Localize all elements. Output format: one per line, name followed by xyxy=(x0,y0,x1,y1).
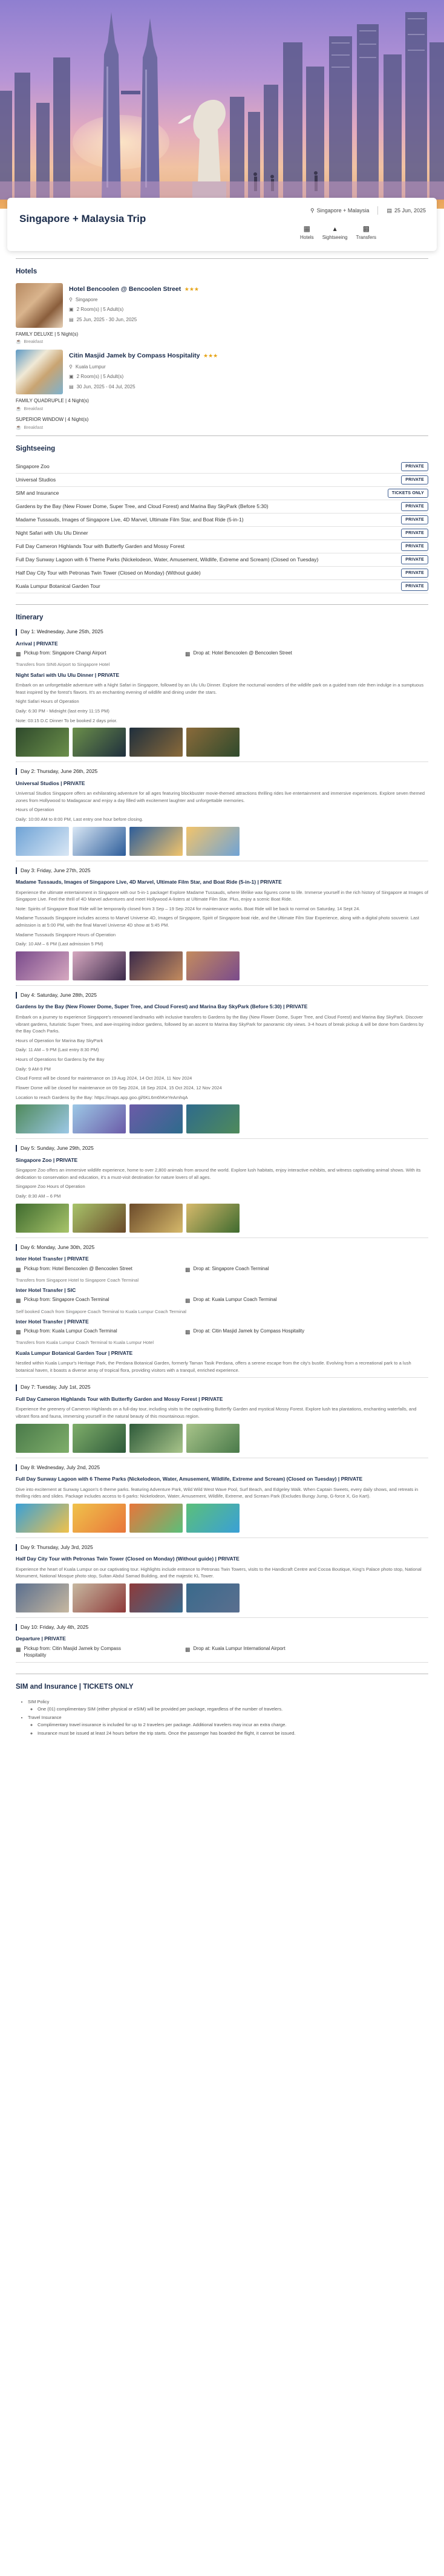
sightseeing-name: Kuala Lumpur Botanical Garden Tour xyxy=(16,582,100,589)
hotel-icon: ▦ xyxy=(303,224,311,233)
activity-entry xyxy=(16,672,428,757)
activity-photo[interactable] xyxy=(129,1104,183,1133)
date-meta xyxy=(387,207,426,214)
entry-title: Inter Hotel Transfer | PRIVATE xyxy=(16,1256,89,1262)
hotel-rooms: 2 Room(s) | 5 Adult(s) xyxy=(76,307,124,313)
day-header xyxy=(16,1544,428,1551)
activity-photo[interactable] xyxy=(129,728,183,757)
photo-gallery xyxy=(16,1583,428,1612)
section-divider xyxy=(16,604,428,605)
status-badge: PRIVATE xyxy=(401,542,428,551)
activity-description: Madame Tussauds Singapore includes access to Marvel Universe 4D, Images of Singapore, Spirit of Singapore boat ride, and the Ultimate Film Star Experience, along with a digital photo souvenir. Last admission is at 5:00 PM, with the final Marvel Universe 4D show at 5:45 PM. xyxy=(16,915,420,928)
activity-description: Hours of Operation for Marina Bay SkyPark xyxy=(16,1037,103,1043)
sightseeing-name: Gardens by the Bay (New Flower Dome, Super Tree, and Cloud Forest) and Marina Bay SkyPark (Before 5:30) xyxy=(16,503,269,509)
activity-photo[interactable] xyxy=(129,827,183,856)
photo-gallery xyxy=(16,1504,428,1533)
room-type: FAMILY QUADRUPLE | 4 Night(s) xyxy=(16,398,89,404)
activity-photo[interactable] xyxy=(129,1504,183,1533)
day-marker xyxy=(16,1464,17,1471)
meal-plan-label: Breakfast xyxy=(24,406,44,412)
activity-photo[interactable] xyxy=(186,827,240,856)
activity-description: Dive into excitement at Sunway Lagoon's 6 theme parks. featuring Adventure Park, Wild Wild West Wave Pool, Surf Beach, and Edgeley Walk. When Captain Sweets, every daily shows, and retreats in thrilling rides and slides. Package includes access to 6 parks: Nickelodeon, Water, Amusement, Wildlife, Extreme, and Scream Park (Excludes Bungy Jump, G-force X, Go Kart). xyxy=(16,1486,419,1499)
sim-section xyxy=(16,1683,428,1737)
activity-photo[interactable] xyxy=(73,1204,126,1233)
activity-description: Daily: 10:00 AM to 8:00 PM, Last entry one hour before closing. xyxy=(16,817,143,823)
location-pin-icon: ⚲ xyxy=(310,207,315,214)
activity-photo[interactable] xyxy=(129,1204,183,1233)
car-icon: ▩ xyxy=(16,1266,21,1273)
entry-title: Arrival | PRIVATE xyxy=(16,640,58,647)
day-marker xyxy=(16,629,17,636)
transfer-note: Self booked Coach from Singapore Coach Terminal to Kuala Lumpur Coach Terminal xyxy=(16,1308,186,1314)
day-label: Day 5: Sunday, June 29th, 2025 xyxy=(21,1145,94,1152)
car-icon: ▩ xyxy=(185,1266,191,1273)
calendar-icon: ▤ xyxy=(387,207,392,214)
activity-description: Daily: 9 AM-9 PM xyxy=(16,1066,51,1072)
sightseeing-item[interactable] xyxy=(16,553,428,567)
photo-gallery xyxy=(16,728,428,757)
activity-description: Hours of Operations for Gardens by the Bay xyxy=(16,1057,105,1063)
meal-icon: ☕ xyxy=(16,339,22,345)
drop-label: Drop at: Kuala Lumpur Coach Terminal xyxy=(193,1297,277,1303)
activity-entry xyxy=(16,1556,428,1612)
activity-photo[interactable] xyxy=(186,1204,240,1233)
activity-photo[interactable] xyxy=(186,1104,240,1133)
activity-photo[interactable] xyxy=(186,1583,240,1612)
hotel-city: Singapore xyxy=(75,296,98,302)
activity-photo[interactable] xyxy=(73,827,126,856)
hotel-city-line xyxy=(69,364,218,371)
entry-title: Inter Hotel Transfer | PRIVATE xyxy=(16,1318,89,1325)
activity-description: Singapore Zoo Hours of Operation xyxy=(16,1184,85,1190)
car-icon: ▩ xyxy=(185,1297,191,1304)
photo-gallery xyxy=(16,1424,428,1453)
activity-photo[interactable] xyxy=(16,1204,69,1233)
sightseeing-item[interactable] xyxy=(16,567,428,580)
transfer-entry xyxy=(16,1287,428,1315)
hotel-stars: ★★★ xyxy=(203,353,218,359)
day-label: Day 2: Thursday, June 26th, 2025 xyxy=(21,768,98,775)
activity-description: Night Safari Hours of Operation xyxy=(16,699,79,705)
status-badge: PRIVATE xyxy=(401,475,428,484)
activity-photo[interactable] xyxy=(16,1104,69,1133)
trip-title: Singapore + Malaysia Trip xyxy=(19,213,146,224)
sim-policy-label: SIM Policy xyxy=(28,1698,50,1704)
day-header xyxy=(16,628,428,635)
sim-policy-list xyxy=(28,1698,428,1737)
trip-inclusions xyxy=(300,224,376,241)
insurance-detail: ◦ Insurance must be issued at least 24 hours before the trip starts. Once the passenger has boarded the flight, it cannot be issued. xyxy=(38,1730,428,1737)
sightseeing-name: Singapore Zoo xyxy=(16,463,50,469)
pickup-label: Pickup from: Hotel Bencoolen @ Bencoolen Street xyxy=(24,1265,132,1271)
car-icon: ▩ xyxy=(185,1329,191,1335)
day-divider xyxy=(16,1537,428,1538)
activity-photo[interactable] xyxy=(16,951,69,980)
activity-photo[interactable] xyxy=(186,1504,240,1533)
sightseeing-item[interactable] xyxy=(16,527,428,540)
transfer-route xyxy=(16,1266,428,1273)
activity-description: Nestled within Kuala Lumpur's Heritage Park, the Perdana Botanical Garden, formerly Taman Tasik Perdana, offers a serene escape from the city's bustle. Evolving from a recreational park to a lush botanical haven, it boasts a diverse array of tropical flora, providing visitors with a tranquil, enriched experience. xyxy=(16,1360,411,1373)
hotel-card xyxy=(16,350,428,394)
meta-divider xyxy=(377,206,378,215)
day-divider xyxy=(16,1617,428,1618)
sightseeing-item[interactable] xyxy=(16,540,428,553)
hotel-name[interactable]: Citin Masjid Jamek by Compass Hospitality xyxy=(69,352,200,360)
activity-photo[interactable] xyxy=(129,951,183,980)
calendar-icon: ▤ xyxy=(69,317,74,323)
activity-description: Daily: 8:30 AM – 6 PM xyxy=(16,1193,61,1199)
status-badge: PRIVATE xyxy=(401,569,428,578)
transfer-route xyxy=(16,650,428,657)
transfer-route xyxy=(16,1297,428,1304)
sightseeing-name: Night Safari with Ulu Ulu Dinner xyxy=(16,529,88,536)
transfer-entry xyxy=(16,1319,428,1346)
day-marker xyxy=(16,992,17,999)
bed-icon: ▣ xyxy=(69,374,74,380)
activity-photo[interactable] xyxy=(73,728,126,757)
transfer-note: Transfers from Kuala Lumpur Coach Terminal to Kuala Lumpur Hotel xyxy=(16,1340,154,1346)
pickup-point xyxy=(16,1297,137,1304)
entry-title: Madame Tussauds, Images of Singapore Live, 4D Marvel, Ultimate Film Star, and Boat Ride (5-in-1) | PRIVATE xyxy=(16,879,282,885)
drop-point xyxy=(185,1328,306,1335)
day-marker xyxy=(16,1244,17,1251)
insurance-detail: ◦ Complimentary travel insurance is included for up to 2 travelers per package. Additional travelers may incur an extra charge. xyxy=(38,1721,428,1729)
sightseeing-heading: Sightseeing xyxy=(16,445,56,453)
transfer-route xyxy=(16,1646,428,1659)
activity-photo[interactable] xyxy=(186,951,240,980)
entry-title: Night Safari with Ulu Ulu Dinner | PRIVATE xyxy=(16,671,120,678)
sightseeing-inclusion xyxy=(322,224,348,241)
sightseeing-item[interactable] xyxy=(16,500,428,514)
activity-description: Embark on a journey to experience Singapore's renowned landmarks with inclusive transfers to Gardens by the Bay (New Flower Dome, Super Tree, and Cloud Forest) and Marina Bay SkyPark. Discover vibrant gardens, futuristic Super Trees, and awe-inspiring indoor gardens, followed by an ascent to Marina Bay SkyPark for panoramic city views. 3-4 hours of break pickup & will be done from Gardens by the Bay Coach Parks. xyxy=(16,1014,424,1034)
pickup-point xyxy=(16,1266,137,1273)
hotels-heading: Hotels xyxy=(16,268,38,275)
sightseeing-item[interactable] xyxy=(16,514,428,527)
status-badge: PRIVATE xyxy=(401,462,428,471)
day-label: Day 1: Wednesday, June 25th, 2025 xyxy=(21,628,103,635)
day-label: Day 3: Friday, June 27th, 2025 xyxy=(21,867,91,873)
location-pin-icon: ⚲ xyxy=(69,364,73,370)
sim-policy-detail: ◦ One (01) complimentary SIM (either physical or eSIM) will be provided per package, regardless of the number of travelers. xyxy=(38,1706,428,1713)
entry-title: Singapore Zoo | PRIVATE xyxy=(16,1156,78,1163)
activity-description: Experience the greenery of Cameron Highlands on a full-day tour, including visits to the captivating Butterfly Garden and mystical Mossy Forest. Explore lush tea plantations, enchanting waterfalls, and vibrant flora and fauna, immersing yourself in the natural beauty of this mountainous region. xyxy=(16,1406,417,1419)
activity-photo[interactable] xyxy=(16,728,69,757)
entry-title: Universal Studios | PRIVATE xyxy=(16,780,85,786)
sightseeing-section xyxy=(16,445,428,593)
day-marker xyxy=(16,867,17,874)
section-divider xyxy=(16,258,428,259)
day-label: Day 4: Saturday, June 28th, 2025 xyxy=(21,991,97,998)
hotels-section xyxy=(16,267,428,431)
pickup-label: Pickup from: Citin Masjid Jamek by Compass Hospitality xyxy=(24,1645,122,1658)
activity-description: Hours of Operation xyxy=(16,807,54,813)
transfer-note: Transfers from SIN6 Airport to Singapore Hotel xyxy=(16,662,110,668)
itinerary-heading: Itinerary xyxy=(16,613,44,621)
activity-entry xyxy=(16,780,428,856)
transfers-inclusion-label: Transfers xyxy=(356,235,376,240)
drop-point xyxy=(185,1266,306,1273)
activity-photo[interactable] xyxy=(73,1504,126,1533)
hotel-city-line xyxy=(69,297,199,304)
hotel-dates-line xyxy=(69,384,218,391)
activity-photo[interactable] xyxy=(129,1583,183,1612)
car-icon: ▩ xyxy=(16,1646,21,1652)
pickup-point xyxy=(16,650,137,657)
meal-plan xyxy=(16,406,428,412)
day-divider xyxy=(16,985,428,986)
itinerary-section xyxy=(16,613,428,1663)
hotel-dates: 30 Jun, 2025 - 04 Jul, 2025 xyxy=(76,384,135,390)
activity-photo[interactable] xyxy=(73,1104,126,1133)
activity-photo[interactable] xyxy=(73,951,126,980)
entry-title: Full Day Cameron Highlands Tour with Butterfly Garden and Mossy Forest | PRIVATE xyxy=(16,1395,223,1402)
drop-label: Drop at: Kuala Lumpur International Airport xyxy=(193,1645,286,1651)
day-header xyxy=(16,1464,428,1471)
day-header xyxy=(16,1384,428,1391)
photo-gallery xyxy=(16,951,428,980)
activity-description: Flower Dome will be closed for maintenance on 09 Sep 2024, 18 Sep 2024, 15 Oct 2024, 12 Nov 2024 xyxy=(16,1084,222,1091)
day-header xyxy=(16,1244,428,1251)
status-badge: PRIVATE xyxy=(401,515,428,524)
status-badge: PRIVATE xyxy=(401,555,428,564)
entry-title: Inter Hotel Transfer | SIC xyxy=(16,1286,76,1293)
hotel-rooms: 2 Room(s) | 5 Adult(s) xyxy=(76,374,124,380)
sightseeing-icon: ▴ xyxy=(333,224,337,233)
insurance-label: Travel Insurance xyxy=(28,1714,62,1720)
day-label: Day 9: Thursday, July 3rd, 2025 xyxy=(21,1544,93,1550)
photo-gallery xyxy=(16,1104,428,1133)
transfer-entry xyxy=(16,1256,428,1283)
hotel-name[interactable]: Hotel Bencoolen @ Bencoolen Street xyxy=(69,285,181,293)
activity-photo[interactable] xyxy=(73,1583,126,1612)
entry-title: Half Day City Tour with Petronas Twin Tower (Closed on Monday) (Without guide) | PRIVATE xyxy=(16,1556,240,1562)
drop-point xyxy=(185,650,306,657)
activity-photo[interactable] xyxy=(16,1424,69,1453)
transfers-inclusion xyxy=(356,224,377,241)
activity-photo[interactable] xyxy=(16,827,69,856)
day-label: Day 7: Tuesday, July 1st, 2025 xyxy=(21,1384,91,1391)
day-label: Day 8: Wednesday, July 2nd, 2025 xyxy=(21,1464,100,1470)
sightseeing-item[interactable] xyxy=(16,474,428,487)
meal-plan-label: Breakfast xyxy=(24,425,44,431)
entry-title: Gardens by the Bay (New Flower Dome, Super Tree, and Cloud Forest) and Marina Bay SkyPark (Before 5:30) | PRIVATE xyxy=(16,1003,308,1010)
itinerary-days xyxy=(16,628,428,1663)
entry-title: Departure | PRIVATE xyxy=(16,1635,66,1642)
meal-plan-label: Breakfast xyxy=(24,339,44,345)
day-divider xyxy=(16,761,428,762)
hotel-card xyxy=(16,283,428,328)
destination-meta xyxy=(310,207,369,214)
meal-icon: ☕ xyxy=(16,425,22,431)
activity-photo[interactable] xyxy=(73,1424,126,1453)
sightseeing-name: SIM and Insurance xyxy=(16,489,59,496)
sightseeing-item[interactable] xyxy=(16,460,428,474)
sightseeing-name: Full Day Cameron Highlands Tour with Butterfly Garden and Mossy Forest xyxy=(16,543,185,549)
hotels-inclusion-label: Hotels xyxy=(300,235,314,240)
car-icon: ▩ xyxy=(16,1297,21,1304)
meal-icon: ☕ xyxy=(16,406,22,412)
transfer-entry xyxy=(16,1635,428,1658)
day-label: Day 10: Friday, July 4th, 2025 xyxy=(21,1623,89,1630)
room-type: SUPERIOR WINDOW | 4 Night(s) xyxy=(16,417,89,423)
activity-photo[interactable] xyxy=(186,1424,240,1453)
day-divider xyxy=(16,1237,428,1238)
day-header xyxy=(16,1145,428,1152)
activity-entry xyxy=(16,1476,428,1533)
activity-description: Madame Tussauds Singapore Hours of Operation xyxy=(16,931,116,937)
location-pin-icon: ⚲ xyxy=(69,296,73,302)
day-marker xyxy=(16,1145,17,1152)
activity-photo[interactable] xyxy=(186,728,240,757)
transfer-note: Transfers from Singapore Hotel to Singapore Coach Terminal xyxy=(16,1277,139,1283)
trip-date: 25 Jun, 2025 xyxy=(394,207,426,214)
day-header xyxy=(16,1624,428,1631)
photo-gallery xyxy=(16,827,428,856)
section-divider xyxy=(16,435,428,436)
day-marker xyxy=(16,1384,17,1391)
activity-photo[interactable] xyxy=(16,1583,69,1612)
day-header xyxy=(16,768,428,775)
calendar-icon: ▤ xyxy=(69,384,74,390)
day-header xyxy=(16,992,428,999)
sightseeing-name: Full Day Sunway Lagoon with 6 Theme Parks (Nickelodeon, Water, Amusement, Wildlife, Extreme and Scream) (Closed on Tuesday) xyxy=(16,556,319,562)
sightseeing-list xyxy=(16,460,428,593)
activity-description: Location to reach Gardens by the Bay: https://maps.app.goo.gl/6KL6m6hKeYeAmhqA xyxy=(16,1094,188,1100)
meal-plan xyxy=(16,339,428,345)
sim-policy-item xyxy=(28,1698,428,1713)
destination-label: Singapore + Malaysia xyxy=(316,207,370,214)
car-icon: ▩ xyxy=(16,651,21,657)
day-marker xyxy=(16,1544,17,1551)
hotel-photo xyxy=(16,350,63,394)
photo-gallery xyxy=(16,1204,428,1233)
hotel-dates: 25 Jun, 2025 - 30 Jun, 2025 xyxy=(76,317,137,323)
pickup-point xyxy=(16,1646,137,1659)
day-marker xyxy=(16,1624,17,1631)
drop-label: Drop at: Singapore Coach Terminal xyxy=(193,1265,269,1271)
drop-point xyxy=(185,1297,306,1304)
hotel-rooms-line xyxy=(69,374,218,380)
pickup-label: Pickup from: Singapore Coach Terminal xyxy=(24,1297,109,1303)
sightseeing-item[interactable] xyxy=(16,580,428,593)
activity-description: Daily: 6:30 PM - Midnight (last entry 11:15 PM) xyxy=(16,708,109,714)
activity-entry xyxy=(16,1396,428,1453)
activity-entry xyxy=(16,1350,428,1374)
transfer-route xyxy=(16,1328,428,1335)
hotel-dates-line xyxy=(69,317,199,324)
transfer-entry xyxy=(16,641,428,668)
hotel-photo xyxy=(16,283,63,328)
activity-description: Daily: 10 AM – 6 PM (Last admission 5 PM) xyxy=(16,941,103,947)
hotel-city: Kuala Lumpur xyxy=(75,364,106,370)
entry-title: Kuala Lumpur Botanical Garden Tour | PRIVATE xyxy=(16,1349,133,1356)
day-marker xyxy=(16,768,17,775)
status-badge: PRIVATE xyxy=(401,582,428,591)
status-badge: TICKETS ONLY xyxy=(388,489,428,498)
status-badge: PRIVATE xyxy=(401,529,428,538)
trip-header-card xyxy=(7,198,437,251)
meal-plan xyxy=(16,425,428,431)
skyline-illustration xyxy=(0,0,444,209)
activity-photo[interactable] xyxy=(16,1504,69,1533)
hotels-inclusion xyxy=(300,224,314,241)
activity-entry xyxy=(16,879,428,980)
day-divider xyxy=(16,1377,428,1378)
drop-label: Drop at: Hotel Bencoolen @ Bencoolen Street xyxy=(193,650,292,656)
car-icon: ▩ xyxy=(185,651,191,657)
sightseeing-item[interactable] xyxy=(16,487,428,500)
sightseeing-name: Universal Studios xyxy=(16,476,56,483)
sightseeing-inclusion-label: Sightseeing xyxy=(322,235,348,240)
activity-description: Daily: 11 AM – 9 PM (Last entry 8:30 PM) xyxy=(16,1047,99,1053)
sim-heading: SIM and Insurance | TICKETS ONLY xyxy=(16,1683,134,1691)
activity-entry xyxy=(16,1003,428,1133)
activity-description: Universal Studios Singapore offers an exhilarating adventure for all ages featuring blockbuster movie-themed attractions thrilling rides live entertainment and immersive experiences. Explore seven themed zones from Hollywood to Madagascar and enjoy a day filled with excitement laughter and unforgettable memories. xyxy=(16,791,425,803)
hotel-rooms-line xyxy=(69,307,199,313)
car-icon: ▩ xyxy=(185,1646,191,1652)
activity-description: Note: Spirits of Singapore Boat Ride will be temporarily closed from 3 Sep – 19 Sep 2024 for maintenance works. Boat Ride will be back to normal on Saturday, 14 Sept 24. xyxy=(16,905,361,911)
activity-description: Embark on an unforgettable adventure with a Night Safari in Singapore, followed by an Ulu Ulu Dinner. Explore the nocturnal wonders of the wildlife park on a guided tram ride then indulge in a sumptuous feast inspired by the forest's flavors. It's an enchanting evening of wildlife and dining under the stars. xyxy=(16,682,424,695)
sightseeing-name: Half Day City Tour with Petronas Twin Tower (Closed on Monday) (Without guide) xyxy=(16,569,201,576)
sightseeing-name: Madame Tussauds, Images of Singapore Live, 4D Marvel, Ultimate Film Star, and Boat Ride (5-in-1) xyxy=(16,516,244,523)
trip-meta xyxy=(310,206,426,215)
entry-title: Full Day Sunway Lagoon with 6 Theme Parks (Nickelodeon, Water, Amusement, Wildlife, Extreme and Scream) (Closed on Tuesday) | PRIVATE xyxy=(16,1476,363,1482)
pickup-label: Pickup from: Kuala Lumpur Coach Terminal xyxy=(24,1328,117,1334)
activity-entry xyxy=(16,1157,428,1233)
activity-description: Experience the heart of Kuala Lumpur on our captivating tour. Highlights include entrance to Petronas Twin Towers, visits to the Handicraft Centre and Cocoa Boutique, King's Palace photo stop, National Monument, National Mosque photo stop, Sultan Abdul Samad Building, and the majestic KL Tower. xyxy=(16,1566,422,1579)
activity-description: Experience the ultimate entertainment in Singapore with our 5-in-1 package! Explore Madame Tussauds, where lifelike wax figures come to life. Immerse yourself in the rich history of Singapore at Images of Singapore Live. Feel the thrill of 4D Marvel adventures and meet Hollywood A-listers at Ultimate Film Star. Plus, enjoy a scenic Boat Ride. xyxy=(16,889,429,902)
room-type: FAMILY DELUXE | 5 Night(s) xyxy=(16,331,79,337)
pickup-point xyxy=(16,1328,137,1335)
activity-description: Cloud Forest will be closed for maintenance on 19 Aug 2024, 14 Oct 2024, 11 Nov 2024 xyxy=(16,1075,192,1081)
hero-banner xyxy=(0,0,444,209)
activity-photo[interactable] xyxy=(129,1424,183,1453)
bed-icon: ▣ xyxy=(69,307,74,313)
day-label: Day 6: Monday, June 30th, 2025 xyxy=(21,1244,95,1250)
drop-point xyxy=(185,1646,306,1659)
transfer-icon: ▩ xyxy=(362,224,370,233)
hotel-stars: ★★★ xyxy=(184,285,200,292)
car-icon: ▩ xyxy=(16,1329,21,1335)
pickup-label: Pickup from: Singapore Changi Airport xyxy=(24,650,106,656)
activity-description: Singapore Zoo offers an immersive wildlife experience, home to over 2,800 animals from around the world. Explore lush habitats, enjoy interactive exhibits, and witness captivating animal shows. With its dedication to conservation and education, it's a must-visit destination for nature lovers of all ages. xyxy=(16,1167,421,1180)
activity-description: Note: 03:15 D.C Dinner To be booked 2 days prior. xyxy=(16,717,117,723)
day-divider xyxy=(16,1138,428,1139)
insurance-item xyxy=(28,1714,428,1737)
drop-label: Drop at: Citin Masjid Jamek by Compass Hospitality xyxy=(193,1328,305,1334)
status-badge: PRIVATE xyxy=(401,502,428,511)
day-divider xyxy=(16,1662,428,1663)
day-header xyxy=(16,867,428,874)
